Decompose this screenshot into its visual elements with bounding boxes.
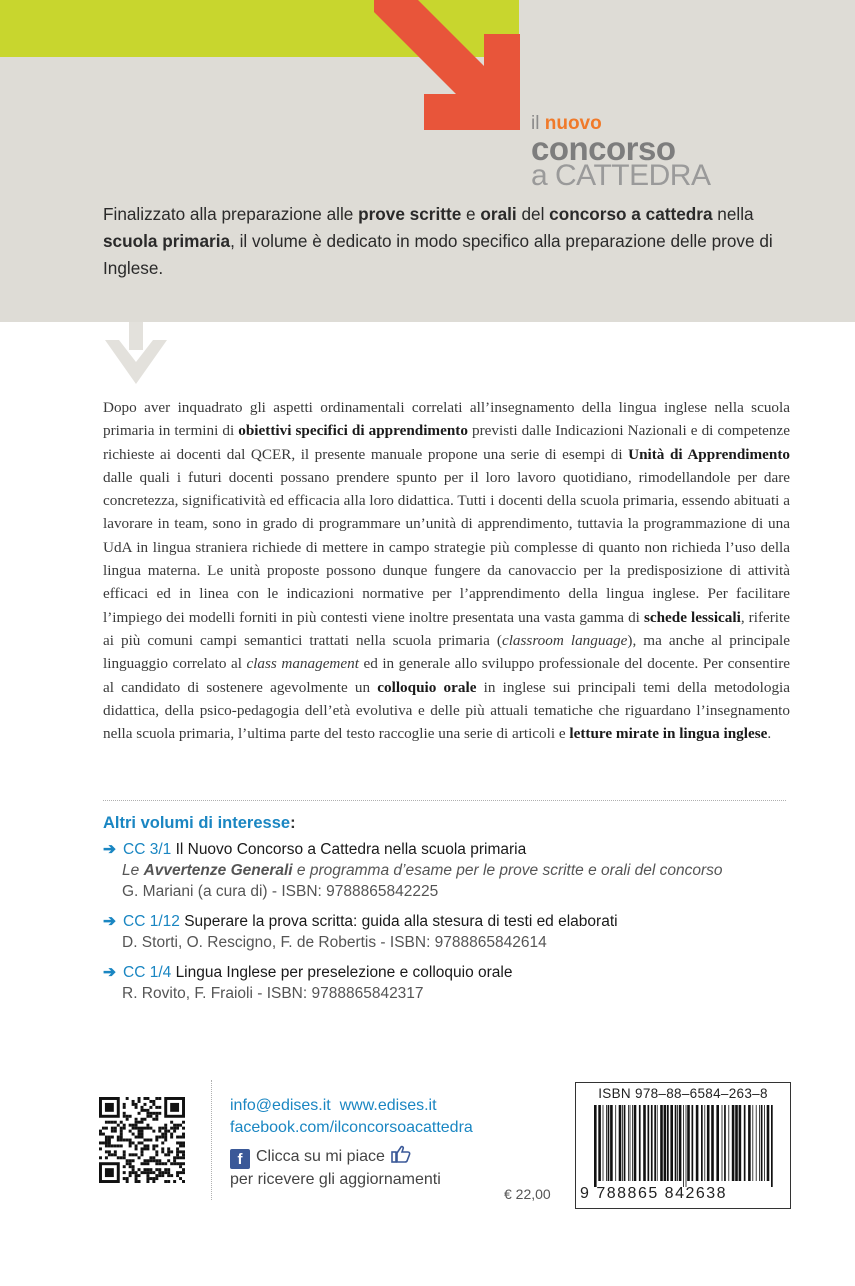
thumbs-up-icon[interactable]	[391, 1145, 411, 1163]
website-link[interactable]: www.edises.it	[339, 1097, 437, 1114]
arrow-right-icon: ➔	[103, 913, 116, 930]
section-divider	[103, 800, 786, 801]
volume-title: Lingua Inglese per preselezione e colloquio orale	[175, 964, 513, 981]
related-volumes-title: Altri volumi di interesse:	[103, 814, 296, 832]
volume-code: CC 1/12	[123, 913, 180, 930]
related-volume-item	[103, 839, 823, 902]
facebook-link[interactable]: facebook.com/ilconcorsoacattedra	[230, 1119, 473, 1136]
email-link[interactable]: info@edises.it	[230, 1097, 331, 1114]
volume-subtitle: Le Avvertenze Generali e programma d’esame per le prove scritte e orali del concorso	[122, 862, 723, 879]
logo-nuovo: nuovo	[544, 113, 602, 134]
logo-prefix: il	[531, 113, 540, 134]
updates-text: per ricevere gli aggiornamenti	[230, 1171, 441, 1188]
related-volume-item	[103, 962, 823, 1004]
arrow-down-icon	[105, 322, 167, 384]
volume-authors: R. Rovito, F. Fraioli - ISBN: 9788865842317	[122, 985, 424, 1002]
barcode-digits: 9 788865 842638	[580, 1185, 728, 1202]
arrow-down-right-icon	[374, 0, 524, 130]
footer-divider	[211, 1080, 212, 1200]
barcode-bars	[594, 1105, 774, 1187]
arrow-right-icon: ➔	[103, 841, 116, 858]
contact-block	[230, 1095, 473, 1191]
price: € 22,00	[504, 1186, 551, 1202]
volume-authors: D. Storti, O. Rescigno, F. de Robertis - ISBN: 9788865842614	[122, 934, 547, 951]
description-paragraph: Dopo aver inquadrato gli aspetti ordinamentali correlati all’insegnamento della lingua inglese nella scuola primaria in termini di obiettivi specifici di apprendimento previsti dalle Indicazioni Nazionali e di competenze richieste ai docenti dal QCER, il presente manuale propone una serie di esempi di Unità di Apprendimento dalle quali i futuri docenti possano prendere spunto per il loro lavoro quotidiano, rimodellandole per dare concretezza, significatività ed efficacia alla loro didattica. Tutti i docenti della scuola primaria, essendo abituati a lavorare in team, sono in grado di programmare un’unità di apprendimento, tuttavia la programmazione di una UdA in lingua straniera richiede di mettere in campo strategie più complesse di quanto non richieda l’uso della lingua materna. Le unità proposte possono dunque fungere da canovaccio per la predisposizione di attività efficaci ed in linea con le indicazioni normative per l’apprendimento della lingua inglese. Per facilitare l’impiego dei modelli forniti in più contesti viene inoltre presentata una vasta gamma di schede lessicali, riferite ai più comuni campi semantici trattati nella scuola primaria (classroom language), ma anche al principale linguaggio correlato al class management ed in generale allo sviluppo professionale del docente. Per consentire al candidato di sostenere agevolmente un colloquio orale in inglese sui principali temi della metodologia didattica, della psico-pedagogia dell’età evolutiva e delle più attuali tematiche che riguardano l’insegnamento nella scuola primaria, l’ultima parte del testo raccoglie una serie di articoli e letture mirate in lingua inglese.	[103, 399, 791, 743]
qr-code[interactable]	[99, 1097, 185, 1183]
logo-concorso: concorso	[531, 130, 676, 167]
logo-cattedra: a CATTEDRA	[531, 159, 711, 192]
related-volume-item	[103, 911, 823, 953]
isbn-barcode	[575, 1082, 791, 1209]
intro-paragraph: Finalizzato alla preparazione alle prove scritte e orali del concorso a cattedra nella scuola primaria, il volume è dedicato in modo specifico alla preparazione delle prove di Inglese.	[103, 204, 773, 278]
like-text: Clicca su mi piace	[256, 1148, 385, 1165]
volume-code: CC 3/1	[123, 841, 172, 858]
volume-title: Il Nuovo Concorso a Cattedra nella scuola primaria	[175, 841, 527, 858]
volume-title: Superare la prova scritta: guida alla stesura di testi ed elaborati	[184, 913, 618, 930]
volume-code: CC 1/4	[123, 964, 172, 981]
facebook-icon[interactable]: f	[230, 1149, 250, 1169]
volume-authors: G. Mariani (a cura di) - ISBN: 9788865842225	[122, 883, 439, 900]
isbn-label: ISBN 978–88–6584–263–8	[598, 1086, 768, 1101]
related-volumes	[103, 814, 823, 1013]
arrow-right-icon: ➔	[103, 964, 116, 981]
series-logo	[531, 114, 710, 191]
